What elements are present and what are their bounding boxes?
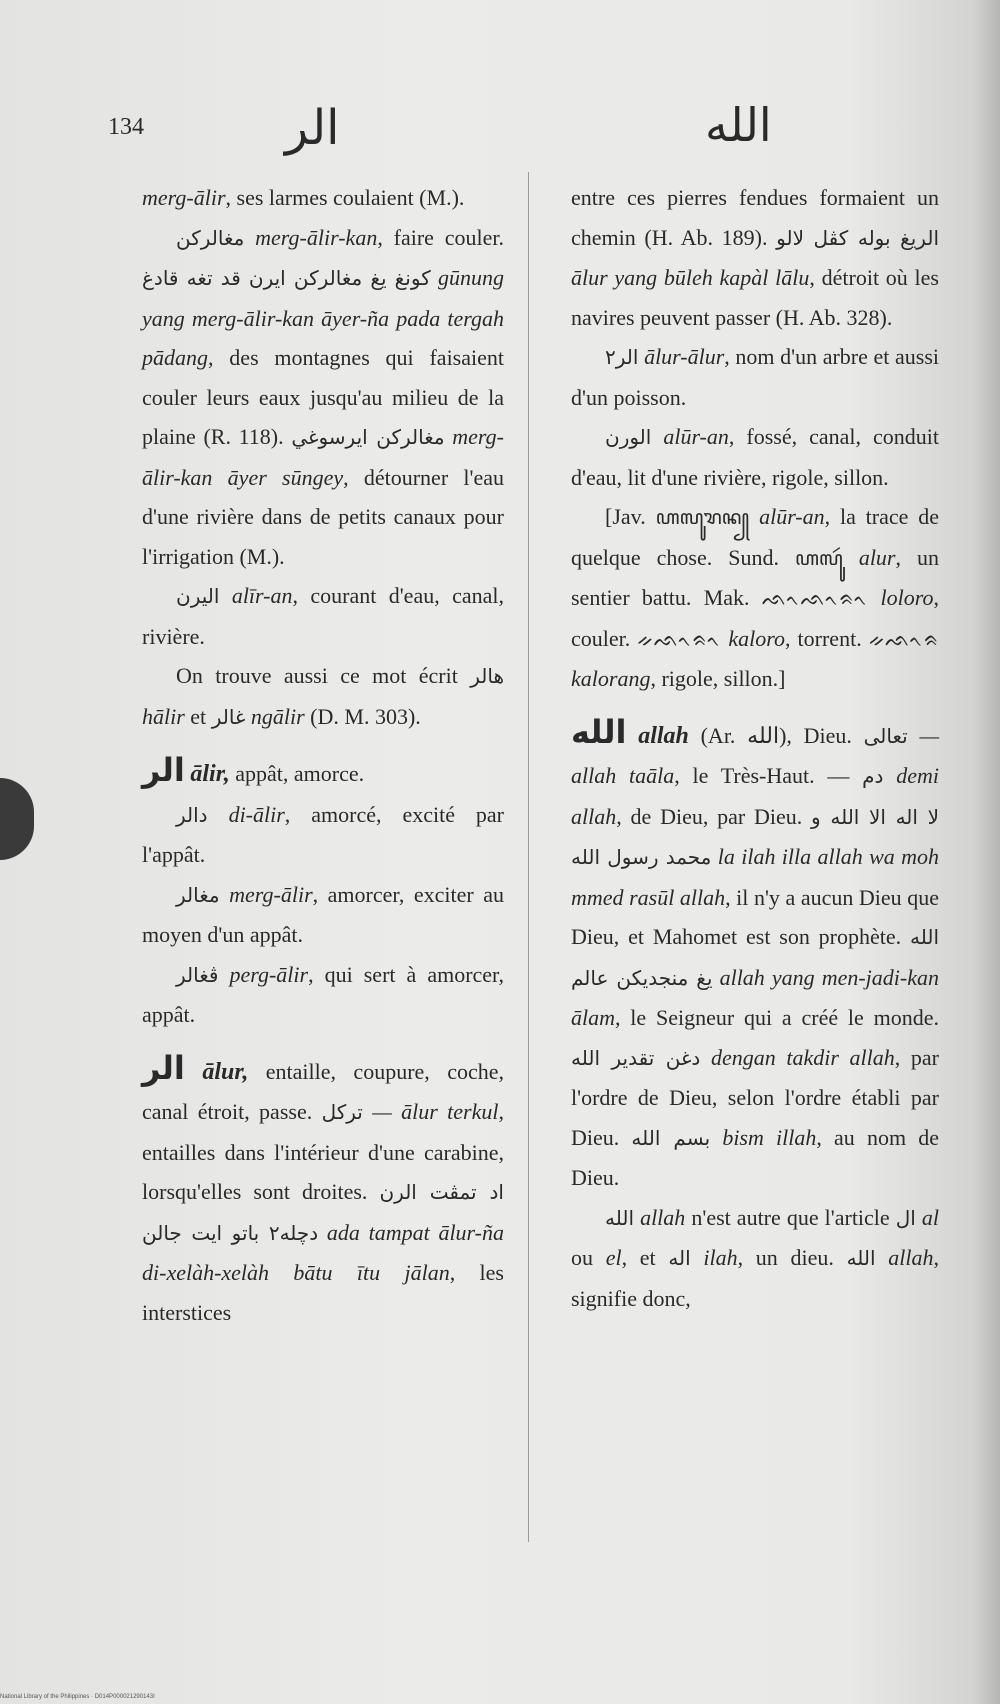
- entry-paragraph: On trouve aussi ce mot écrit هالر hālir et غالر ngālir (D. M. 303).: [142, 663, 504, 729]
- page-number: 134: [108, 114, 144, 140]
- entry-paragraph: مغالر merg-ālir, amorcer, exciter au moyen d'un appât.: [142, 881, 504, 947]
- entry-paragraph: entre ces pierres fendues formaient un chemin (H. Ab. 189). الريغ بوله كڤل لالو ālur yang būleh kapàl lālu, détroit où les navires peuvent passer (H. Ab. 328).: [571, 185, 939, 330]
- entry-paragraph: دالر di-ālir, amorcé, excité par l'appât.: [142, 801, 505, 867]
- entry-paragraph: ڤغالر perg-ālir, qui sert à amorcer, appât.: [142, 961, 505, 1027]
- left-column: [142, 178, 504, 1332]
- right-column: [571, 178, 939, 1318]
- headword-entry: الر ālur, entaille, coupure, coche, canal étroit, passe. تركل — ālur terkul, entailles dans l'intérieur d'une carabine, lorsqu'elles sont droites. اد تمڤت الرن دچله٢ باتو ايت جالن ada tampat ālur-ña di-xelàh-xelàh bātu ītu jālan, les interstices: [142, 1048, 505, 1325]
- entry-paragraph: merg-ālir, ses larmes coulaient (M.).: [142, 185, 465, 210]
- page-edge-shadow: [972, 0, 1000, 1704]
- entry-paragraph: الله allah n'est autre que l'article ال al ou el, et اله ilah, un dieu. الله allah, signifie donc,: [571, 1204, 940, 1311]
- running-head-right: الله: [705, 98, 772, 152]
- headword-entry: الر ālir, appât, amorce.: [142, 751, 365, 789]
- entry-paragraph: اليرن alīr-an, courant d'eau, canal, rivière.: [142, 583, 504, 649]
- thumb-shadow: [0, 778, 34, 860]
- entry-paragraph: الورن alūr-an, fossé, canal, conduit d'eau, lit d'une rivière, rigole, sillon.: [571, 424, 939, 490]
- entry-paragraph: [Jav. ꦲꦭꦸꦫꦤ꧀ alūr-an, la trace de quelque chose. Sund. ꦲꦭꦸꦂ alur, un sentier battu. Mak. ᨒᨚᨒᨚᨑᨚ loloro, couler. ᨀᨒᨚᨑᨚ kaloro, torrent. ᨀᨒᨚᨑ kalorang, rigole, sillon.]: [571, 504, 940, 691]
- running-head-left: الر: [285, 100, 340, 156]
- headword-entry: الله allah (Ar. الله), Dieu. تعالى — allah taāla, le Très-Haut. — دم demi allah, de Dieu, par Dieu. لا اله الا الله و محمد رسول الله la ilah illa allah wa moh mmed rasūl allah, il n'y a aucun Dieu que Dieu, et Mahomet est son prophète. الله يغ منجديكن عالم allah yang men-jadi-kan ālam, le Seigneur qui a créé le monde. دغن تقدير الله dengan takdir allah, par l'ordre de Dieu, selon l'ordre établi par Dieu. بسم الله bism illah, au nom de Dieu.: [571, 712, 940, 1190]
- entry-paragraph: الر٢ ālur-ālur, nom d'un arbre et aussi d'un poisson.: [571, 344, 940, 410]
- entry-paragraph: مغالركن merg-ālir-kan, faire couler. كونغ يغ مغالركن ايرن قد تغه قادغ gūnung yang merg-ālir-kan āyer-ña pada tergah pādang, des montagnes qui faisaient couler leurs eaux jusqu'au milieu de la plaine (R. 118). مغالركن ايرسوغي merg-ālir-kan āyer sūngey, détourner l'eau d'une rivière dans de petits canaux pour l'irrigation (M.).: [142, 224, 505, 569]
- scan-footer: National Library of the Philippines · D014P000021290143I: [0, 1694, 155, 1700]
- column-divider: [528, 172, 529, 1542]
